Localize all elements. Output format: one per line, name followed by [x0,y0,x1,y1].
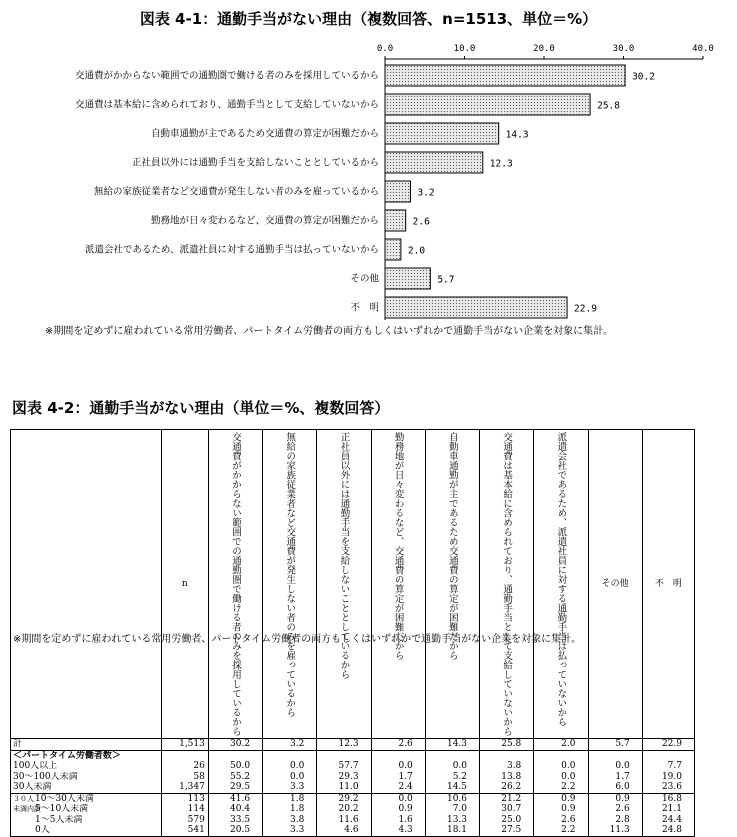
table-row [11,739,695,751]
empty-cell [317,750,371,761]
x-tick-label: 20.0 [533,44,555,54]
table-cell: 2.2 [534,782,588,793]
table-cell: 20.2 [317,804,371,815]
bar [385,181,410,202]
table-cell: 0.9 [534,793,588,804]
row-label [11,804,162,815]
value-label: 14.3 [505,129,529,141]
table-cell: 14.3 [425,739,479,751]
empty-cell [208,750,262,761]
figure2-note: ※期間を定めずに雇われている常用労働者、パートタイム労働者の両方もしくはいずれかで通勤手当がない企業を対象に集計。 [13,634,582,645]
sub-group-label: 未満内訳 [13,805,41,813]
table-cell: 3.3 [263,825,317,836]
bar [385,65,625,86]
category-label: 無給の家族従業者など交通費が発生しない者のみを雇っているから [93,186,379,198]
row-label [11,815,162,826]
empty-cell [263,750,317,761]
bar [385,268,430,289]
empty-cell [480,750,534,761]
bar [385,94,590,115]
bar [385,210,406,231]
table-cell: 26 [161,761,208,772]
empty-cell [642,750,694,761]
table-cell: 6.0 [588,782,642,793]
table-cell: 50.0 [208,761,262,772]
table-cell: 0.0 [534,761,588,772]
table-cell: 10.6 [425,793,479,804]
table-cell: 2.6 [371,739,425,751]
value-label: 25.8 [597,100,621,112]
table-cell: 11.6 [317,815,371,826]
table-cell: 0.0 [263,772,317,783]
value-label: 22.9 [574,303,597,315]
category-label: 交通費がかからない範囲での通勤圏で働ける者のみを採用しているから [74,70,379,82]
table-cell: 7.0 [425,804,479,815]
table-cell: 11.3 [588,825,642,836]
table-cell: 7.7 [642,761,694,772]
header-col: 不 明 [642,430,694,739]
table-cell: 13.3 [425,815,479,826]
table-cell: 29.2 [317,793,371,804]
table-cell: 0.0 [534,772,588,783]
table-row [11,761,695,772]
table-row [11,772,695,783]
table-row [11,804,695,815]
row-label: 計 [11,739,162,751]
value-label: 30.2 [632,71,655,83]
header-col: 派遣会社であるため、派遣社員に対する通勤手当は払っていないから [534,430,588,739]
table-cell: 4.6 [317,825,371,836]
table-cell: 1.7 [588,772,642,783]
table-cell: 41.6 [208,793,262,804]
table-cell: 114 [161,804,208,815]
table-cell: 24.8 [642,825,694,836]
table-cell: 29.3 [317,772,371,783]
value-label: 2.0 [407,245,426,257]
value-label: 12.3 [489,158,513,170]
value-label: 5.7 [437,274,455,286]
table-header-row [11,430,695,739]
x-tick-label: 0.0 [376,44,394,54]
table-cell: 14.5 [425,782,479,793]
table-cell: 11.0 [317,782,371,793]
table-cell: 2.8 [588,815,642,826]
header-col: 無給の家族従業者など交通費が発生しない者のみを雇っているから [263,430,317,739]
bar [385,297,567,318]
table-cell: 0.0 [263,761,317,772]
category-label: 正社員以外には通勤手当を支給しないこととしているから [131,157,379,169]
table-cell: 2.6 [534,815,588,826]
header-col: 交通費は基本給に含められており、通勤手当として支給していないから [480,430,534,739]
table-cell: 55.2 [208,772,262,783]
category-label: 自動車通勤が主であるため交通費の算定が困難だから [150,128,379,140]
table-cell: 5.2 [425,772,479,783]
sub-group-label [13,825,35,836]
table-cell: 13.8 [480,772,534,783]
section-row [11,750,695,761]
table-cell: 3.2 [263,739,317,751]
category-label: 交通費は基本給に含められており、通勤手当として支給していないから [74,99,379,111]
bar [385,239,401,260]
table-cell: 1.7 [371,772,425,783]
row-label: 30～100人未満 [11,772,162,783]
table-cell: 21.2 [480,793,534,804]
table-cell: 25.8 [480,739,534,751]
table-cell: 0.0 [371,793,425,804]
header-col: 勤務地が日々変わるなど、交通費の算定が困難だから [371,430,425,739]
x-tick-label: 30.0 [612,44,635,54]
table-cell: 0.9 [371,804,425,815]
table-row [11,793,695,804]
figure1-title: 図表 4-1：通勤手当がない理由（複数回答、n=1513、単位＝%） [139,10,598,28]
table-cell: 21.1 [642,804,694,815]
row-label-text: 1～5人未満 [35,814,83,825]
table-cell: 0.9 [534,804,588,815]
table-cell: 1.8 [263,804,317,815]
figure1-note: ※期間を定めずに雇われている常用労働者、パートタイム労働者の両方もしくはいずれかで通勤手当がない企業を対象に集計。 [45,326,614,337]
table-cell: 0.9 [588,793,642,804]
empty-cell [534,750,588,761]
table-row [11,815,695,826]
empty-cell [161,750,208,761]
table-cell: 23.6 [642,782,694,793]
table-cell: 2.4 [371,782,425,793]
category-label: 不 明 [350,302,379,314]
value-label: 2.6 [412,216,430,228]
table-cell: 2.6 [588,804,642,815]
table-cell: 25.0 [480,815,534,826]
table-cell: 5.7 [588,739,642,751]
empty-cell [371,750,425,761]
table-cell: 2.0 [534,739,588,751]
table-cell: 4.3 [371,825,425,836]
row-label: 100人以上 [11,761,162,772]
sub-group-label [13,815,35,826]
table-cell: 1,513 [161,739,208,751]
x-tick-label: 10.0 [453,44,476,54]
section-label: ＜パートタイム労働者数＞ [11,750,162,761]
category-label: 派遣会社であるため、派遣社員に対する通勤手当は払っていないから [84,244,379,256]
table-row [11,782,695,793]
table-cell: 40.4 [208,804,262,815]
category-label: 勤務地が日々変わるなど、交通費の算定が困難だから [150,215,379,227]
table-cell: 26.2 [480,782,534,793]
table-row [11,825,695,836]
table-cell: 24.4 [642,815,694,826]
header-col: 交通費がかからない範囲での通勤圏で働ける者のみを採用しているから [208,430,262,739]
table-cell: 12.3 [317,739,371,751]
table-cell: 3.8 [263,815,317,826]
table-cell: 0.0 [588,761,642,772]
table-cell: 33.5 [208,815,262,826]
table-cell: 19.0 [642,772,694,783]
empty-cell [425,750,479,761]
table-cell: 57.7 [317,761,371,772]
table-cell: 3.8 [480,761,534,772]
table-cell: 22.9 [642,739,694,751]
table-cell: 1.8 [263,793,317,804]
empty-cell [588,750,642,761]
row-label: 30人未満 [11,782,162,793]
value-label: 3.2 [417,187,435,199]
row-label [11,793,162,804]
table-cell: 113 [161,793,208,804]
table-cell: 16.8 [642,793,694,804]
table-cell: 27.5 [480,825,534,836]
table-cell: 30.7 [480,804,534,815]
table-cell: 20.5 [208,825,262,836]
table-cell: 0.0 [371,761,425,772]
table-cell: 2.2 [534,825,588,836]
table-cell: 579 [161,815,208,826]
table-cell: 18.1 [425,825,479,836]
row-label-text: 5～10人未満 [35,804,89,814]
header-corner [11,430,162,739]
table-cell: 30.2 [208,739,262,751]
row-label-text: 10～30人未満 [35,793,94,804]
table-cell: 3.3 [263,782,317,793]
figure2-title: 図表 4-2：通勤手当がない理由（単位＝%、複数回答） [12,399,390,417]
header-n: n [161,430,208,739]
category-label: その他 [350,273,379,285]
table-cell: 541 [161,825,208,836]
header-col: 正社員以外には通勤手当を支給しないこととしているから [317,430,371,739]
bar [385,123,499,144]
bar [385,152,483,173]
table-cell: 1.6 [371,815,425,826]
table-cell: 29.5 [208,782,262,793]
bar-chart [0,0,737,320]
table-cell: 1,347 [161,782,208,793]
table-cell: 0.0 [425,761,479,772]
header-col: 自動車通勤が主であるため交通費の算定が困難だから [425,430,479,739]
row-label [11,825,162,836]
table-cell: 58 [161,772,208,783]
sub-group-label: ３０人 [13,794,34,803]
x-tick-label: 40.0 [692,44,714,54]
row-label-text: 0人 [35,825,50,835]
header-col: その他 [588,430,642,739]
